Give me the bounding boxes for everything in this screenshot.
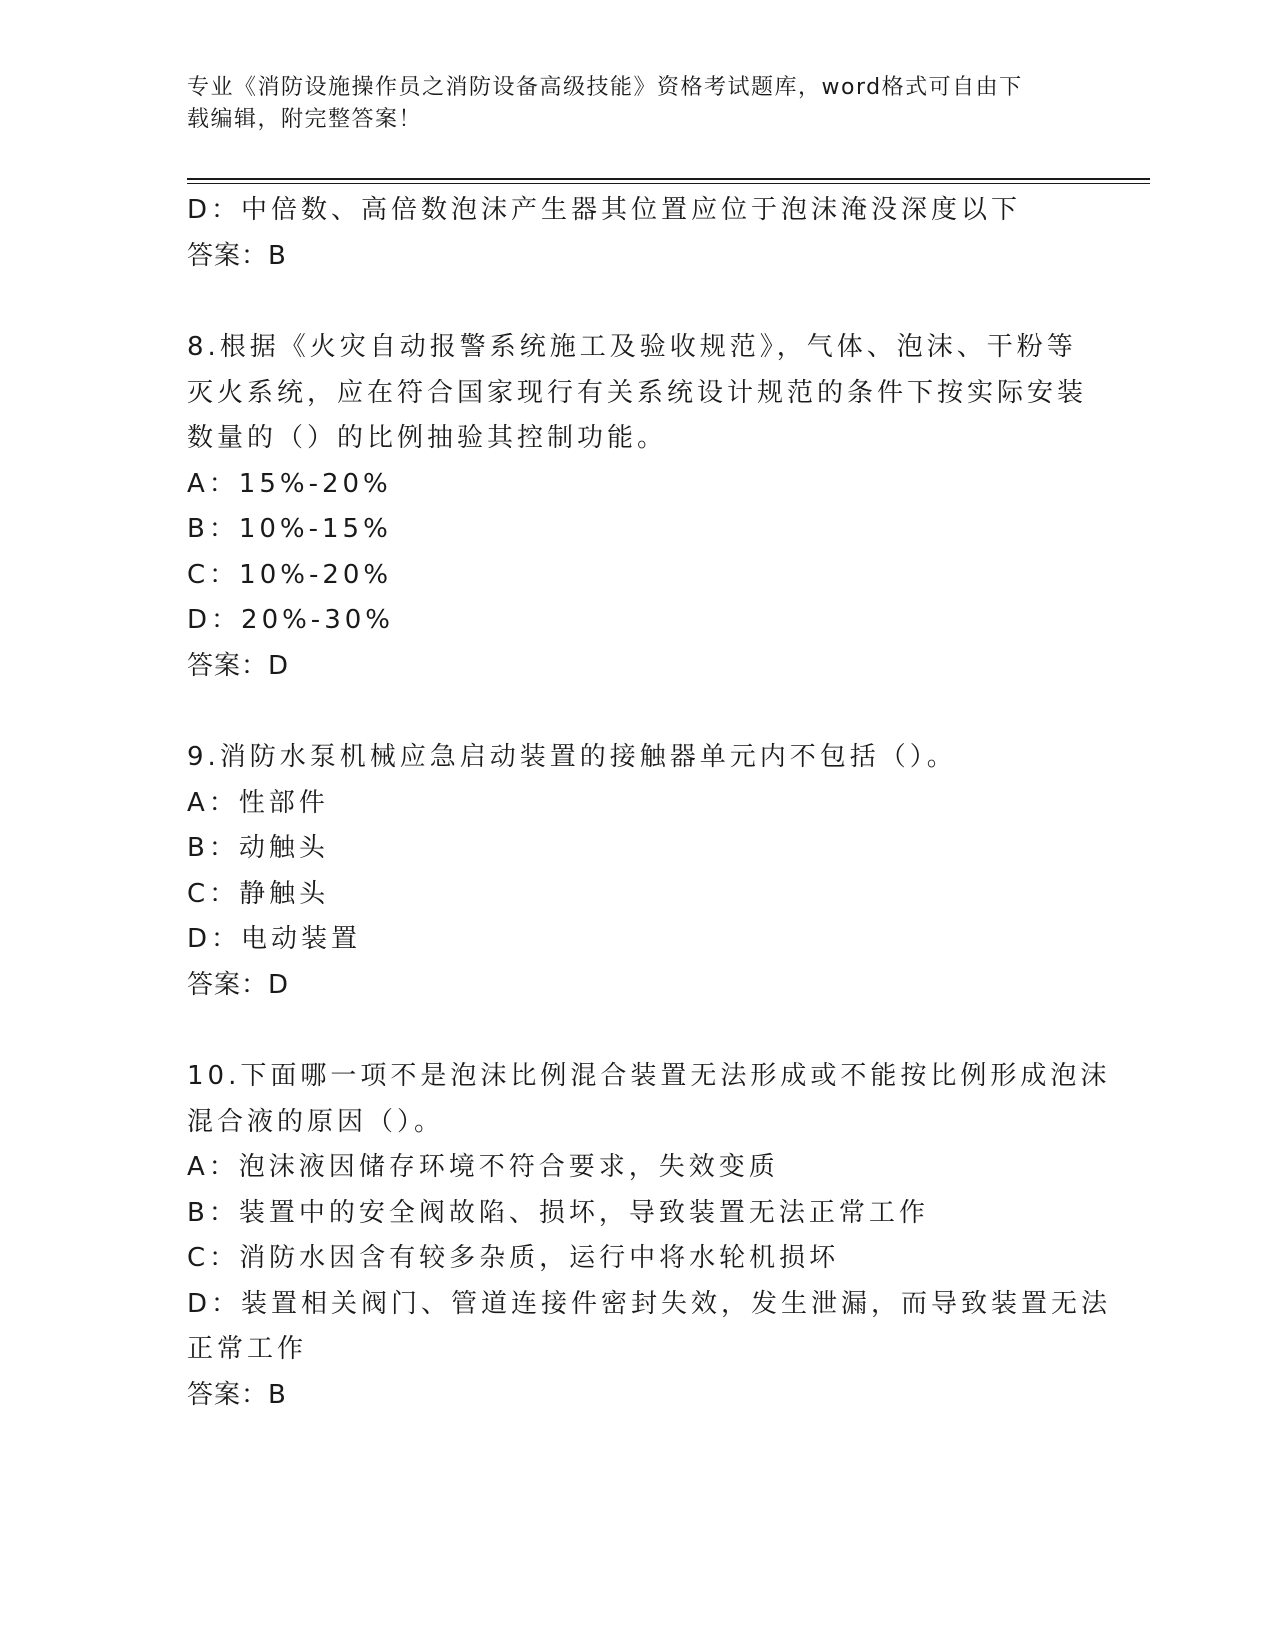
question-10 bbox=[187, 1054, 1112, 1418]
option-d: D：电动装置 bbox=[187, 924, 362, 954]
option-d-continued: 正常工作 bbox=[187, 1334, 308, 1364]
question-text-line: 灭火系统，应在符合国家现行有关系统设计规范的条件下按实际安装 bbox=[187, 377, 1088, 408]
spacer bbox=[187, 279, 1077, 325]
question-text-line: 混合液的原因（）。 bbox=[187, 1106, 445, 1137]
header-divider-thin bbox=[187, 183, 1150, 184]
option-b: B：10%-15% bbox=[187, 514, 392, 544]
header-line-2: 载编辑，附完整答案！ bbox=[187, 107, 423, 132]
question-8 bbox=[187, 325, 1088, 689]
header-line-1: 专业《消防设施操作员之消防设备高级技能》资格考试题库，word格式可自由下 bbox=[187, 75, 1023, 100]
option-a: A：15%-20% bbox=[187, 468, 392, 499]
header-divider-thick bbox=[187, 178, 1150, 180]
option-c: C：消防水因含有较多杂质，运行中将水轮机损坏 bbox=[187, 1243, 840, 1273]
question-7-continued bbox=[187, 188, 1077, 279]
question-text-line: 9.消防水泵机械应急启动装置的接触器单元内不包括（）。 bbox=[187, 742, 957, 772]
document-header bbox=[187, 72, 1067, 136]
spacer bbox=[187, 689, 1077, 735]
answer: 答案：B bbox=[187, 1379, 287, 1410]
question-9 bbox=[187, 735, 1077, 1008]
question-list bbox=[187, 188, 1112, 1418]
option-c: C：10%-20% bbox=[187, 559, 393, 590]
option-b: B：动触头 bbox=[187, 833, 329, 863]
spacer bbox=[187, 1008, 1077, 1054]
option-c: C：静触头 bbox=[187, 878, 330, 909]
option-d: D：装置相关阀门、管道连接件密封失效，发生泄漏，而导致装置无法 bbox=[187, 1288, 1112, 1319]
option-a: A：泡沫液因储存环境不符合要求，失效变质 bbox=[187, 1152, 779, 1182]
question-text-line: 数量的（）的比例抽验其控制功能。 bbox=[187, 423, 668, 453]
question-text-line: 8.根据《火灾自动报警系统施工及验收规范》，气体、泡沫、干粉等 bbox=[187, 332, 1077, 362]
answer: 答案：D bbox=[187, 650, 290, 681]
option-d: D：20%-30% bbox=[187, 605, 394, 635]
option-a: A：性部件 bbox=[187, 787, 329, 818]
answer: 答案：D bbox=[187, 969, 290, 1000]
question-text-line: 10.下面哪一项不是泡沫比例混合装置无法形成或不能按比例形成泡沫 bbox=[187, 1061, 1111, 1091]
answer: 答案：B bbox=[187, 240, 287, 271]
option-d: D：中倍数、高倍数泡沫产生器其位置应位于泡沫淹没深度以下 bbox=[187, 195, 1022, 225]
option-b: B：装置中的安全阀故陷、损坏，导致装置无法正常工作 bbox=[187, 1197, 929, 1228]
